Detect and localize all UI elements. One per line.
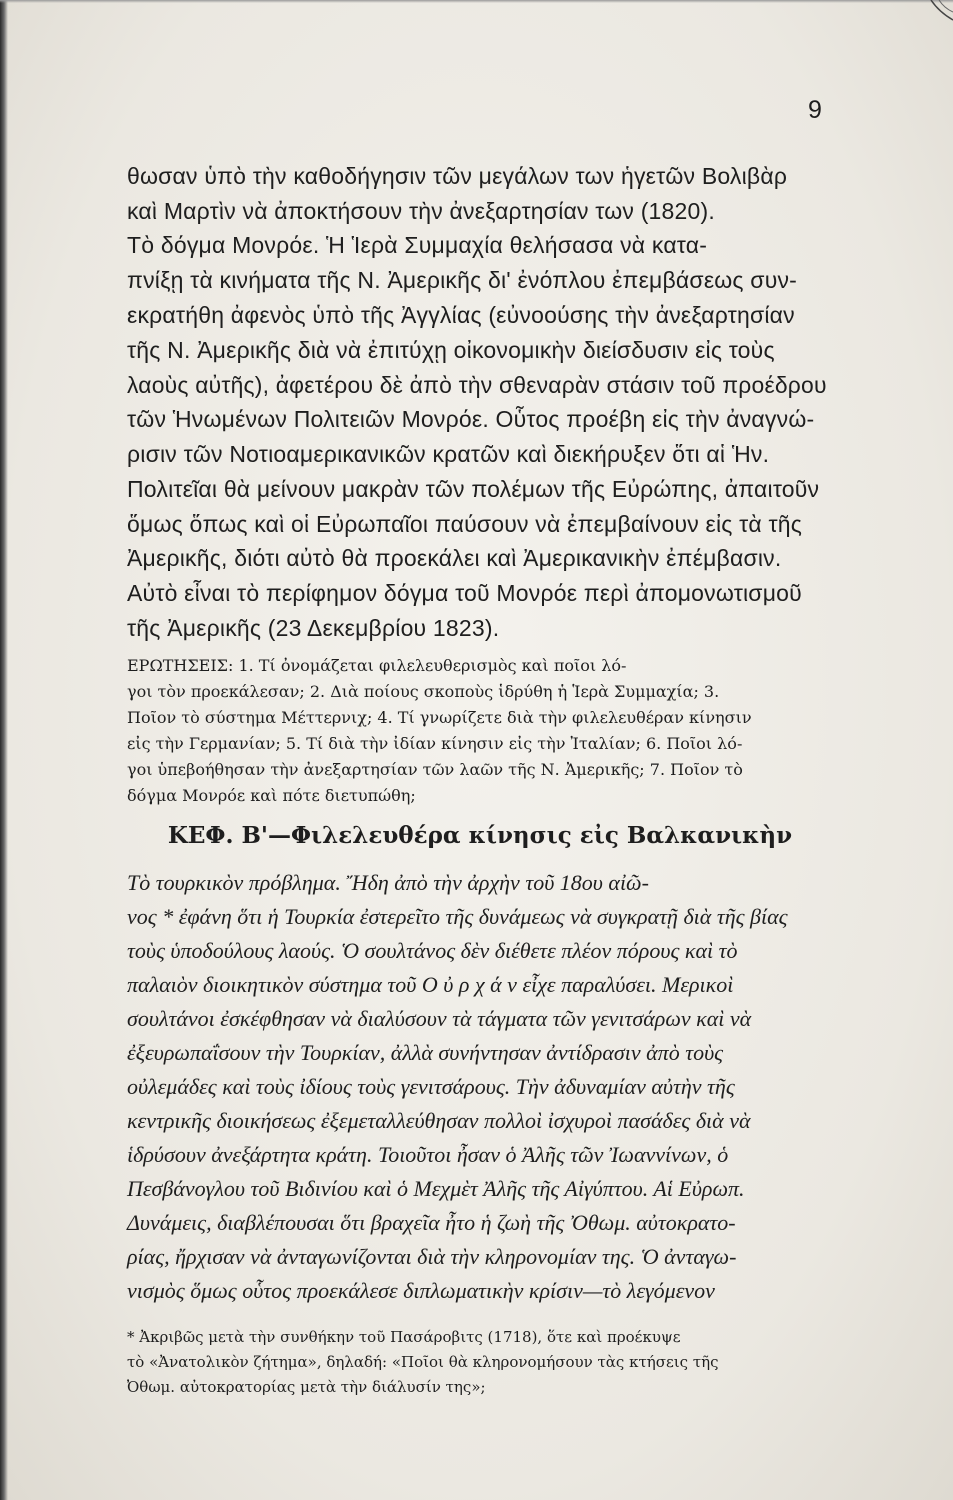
section-line: Δυνάμεις, διαβλέπουσαι ὅτι βραχεῖα ἦτο ἡ ζωὴ τῆς Ὀθωμ. αὐτοκρατο- (127, 1210, 736, 1235)
chapter-heading: ΚΕΦ. Β'—Φιλελευθέρα κίνησις εἰς Βαλκανικὴν (167, 822, 793, 849)
paragraph-line: εκρατήθη ἀφενὸς ὑπὸ τῆς Ἀγγλίας (εὐνοούσης τὴν ἀνεξαρτησίαν (127, 302, 795, 328)
paragraph-line: Ἀμερικῆς, διότι αὐτὸ θὰ προεκάλει καὶ Ἀμερικανικὴν ἐπέμβασιν. (127, 545, 782, 571)
paragraph-line: Πολιτεῖαι θὰ μείνουν μακρὰν τῶν πολέμων τῆς Εὐρώπης, ἀπαιτοῦν (127, 476, 820, 502)
questions-line: δόγμα Μονρόε καὶ πότε διετυπώθη; (127, 786, 416, 805)
section-line: οὐλεμάδες καὶ τοὺς ἰδίους τοὺς γενιτσάρους. Τὴν ἀδυναμίαν αὐτὴν τῆς (127, 1074, 735, 1099)
torn-corner-mark (913, 0, 953, 28)
section-line: κεντρικῆς διοικήσεως ἐξεμεταλλεύθησαν πολλοὶ ἰσχυροὶ πασάδες διὰ νὰ (127, 1108, 751, 1133)
questions-line: Ποῖον τὸ σύστημα Μέττερνιχ; 4. Τί γνωρίζετε διὰ τὴν φιλελευθέραν κίνησιν (127, 708, 752, 727)
paragraph-line: ὅμως ὅπως καὶ οἱ Εὐρωπαῖοι παύσουν νὰ ἐπεμβαίνουν εἰς τὰ τῆς (127, 511, 803, 537)
footnote-line: τὸ «Ἀνατολικὸν ζήτημα», δηλαδή: «Ποῖοι θὰ κληρονομήσουν τὰς κτήσεις τῆς (127, 1353, 719, 1371)
paragraph-line: τῶν Ἡνωμένων Πολιτειῶν Μονρόε. Οὗτος προέβη εἰς τὴν ἀναγνώ- (127, 406, 815, 432)
paragraph-line: Αὐτὸ εἶναι τὸ περίφημον δόγμα τοῦ Μονρόε περὶ ἀπομονωτισμοῦ (127, 580, 802, 606)
section-line: Τὸ τουρκικὸν πρόβλημα. Ἤδη ἀπὸ τὴν ἀρχὴν τοῦ 18ου αἰῶ- (127, 870, 649, 895)
footnote-line: Ὀθωμ. αὐτοκρατορίας μετὰ τὴν διάλυσίν της»; (127, 1378, 486, 1396)
section-line: σουλτάνοι ἐσκέφθησαν νὰ διαλύσουν τὰ τάγματα τῶν γενιτσάρων καὶ νὰ (127, 1006, 752, 1031)
section-line: Πεσβάνογλου τοῦ Βιδινίου καὶ ὁ Μεχμὲτ Ἀλῆς τῆς Αἰγύπτου. Αἱ Εὐρωπ. (127, 1176, 745, 1201)
page-top-edge (0, 0, 953, 3)
section-line: ἱδρύσουν ἀνεξάρτητα κράτη. Τοιοῦτοι ἦσαν ὁ Ἀλῆς τῶν Ἰωαννίνων, ὁ (127, 1142, 729, 1167)
section-line: παλαιὸν διοικητικὸν σύστημα τοῦ Ο ὐ ρ χ ά ν εἶχε παραλύσει. Μερικοὶ (127, 972, 734, 997)
questions-line: γοι ὑπεβοήθησαν τὴν ἀνεξαρτησίαν τῶν λαῶν τῆς Ν. Ἀμερικῆς; 7. Ποῖον τὸ (127, 760, 743, 779)
paragraph-line: λαοὺς αὐτῆς), ἀφετέρου δὲ ἀπὸ τὴν σθεναρὰν στάσιν τοῦ προέδρου (127, 372, 827, 398)
paragraph-line: Τὸ δόγμα Μονρόε. Ἡ Ἱερὰ Συμμαχία θελήσασα νὰ κατα- (127, 232, 708, 258)
section-line: ρίας, ἤρχισαν νὰ ἀνταγωνίζονται διὰ τὴν κληρονομίαν της. Ὁ ἀνταγω- (127, 1244, 737, 1269)
page-edge-shadow (0, 0, 8, 1500)
paragraph-line: πνίξῃ τὰ κινήματα τῆς Ν. Ἀμερικῆς δι' ἐνόπλου ἐπεμβάσεως συν- (127, 267, 798, 293)
questions-line: εἰς τὴν Γερμανίαν; 5. Τί διὰ τὴν ἰδίαν κίνησιν εἰς τὴν Ἰταλίαν; 6. Ποῖοι λό- (127, 734, 743, 753)
section-line: νισμὸς ὅμως οὗτος προεκάλεσε διπλωματικὴν κρίσιν—τὸ λεγόμενον (127, 1278, 715, 1303)
paragraph-line: τῆς Ν. Ἀμερικῆς διὰ νὰ ἐπιτύχῃ οἰκονομικὴν διείσδυσιν εἰς τοὺς (127, 337, 775, 363)
section-line: νος * ἐφάνη ὅτι ἡ Τουρκία ἐστερεῖτο τῆς δυνάμεως νὰ συγκρατῇ διὰ τῆς βίας (127, 904, 788, 929)
page-number: 9 (808, 96, 822, 124)
section-line: ἐξευρωπαΐσουν τὴν Τουρκίαν, ἀλλὰ συνήντησαν ἀντίδρασιν ἀπὸ τοὺς (127, 1040, 724, 1065)
section-line: τοὺς ὑποδούλους λαούς. Ὁ σουλτάνος δὲν διέθετε πλέον πόρους καὶ τὸ (127, 938, 738, 963)
paragraph-line: καὶ Μαρτὶν νὰ ἀποκτήσουν τὴν ἀνεξαρτησίαν των (1820). (127, 198, 715, 224)
questions-line: γοι τὸν προεκάλεσαν; 2. Διὰ ποίους σκοποὺς ἱδρύθη ἡ Ἱερὰ Συμμαχία; 3. (127, 682, 720, 701)
footnote-line: * Ἀκριβῶς μετὰ τὴν συνθήκην τοῦ Πασάροβιτς (1718), ὅτε καὶ προέκυψε (127, 1328, 681, 1346)
questions-line: ΕΡΩΤΗΣΕΙΣ: 1. Τί ὀνομάζεται φιλελευθερισμὸς καὶ ποῖοι λό- (127, 656, 627, 675)
paragraph-line: ρισιν τῶν Νοτιοαμερικανικῶν κρατῶν καὶ διεκήρυξεν ὅτι αἱ Ἡν. (127, 441, 770, 467)
paragraph-line: θωσαν ὑπὸ τὴν καθοδήγησιν τῶν μεγάλων των ἡγετῶν Βολιβὰρ (127, 163, 788, 189)
paragraph-line: τῆς Ἀμερικῆς (23 Δεκεμβρίου 1823). (127, 615, 500, 641)
